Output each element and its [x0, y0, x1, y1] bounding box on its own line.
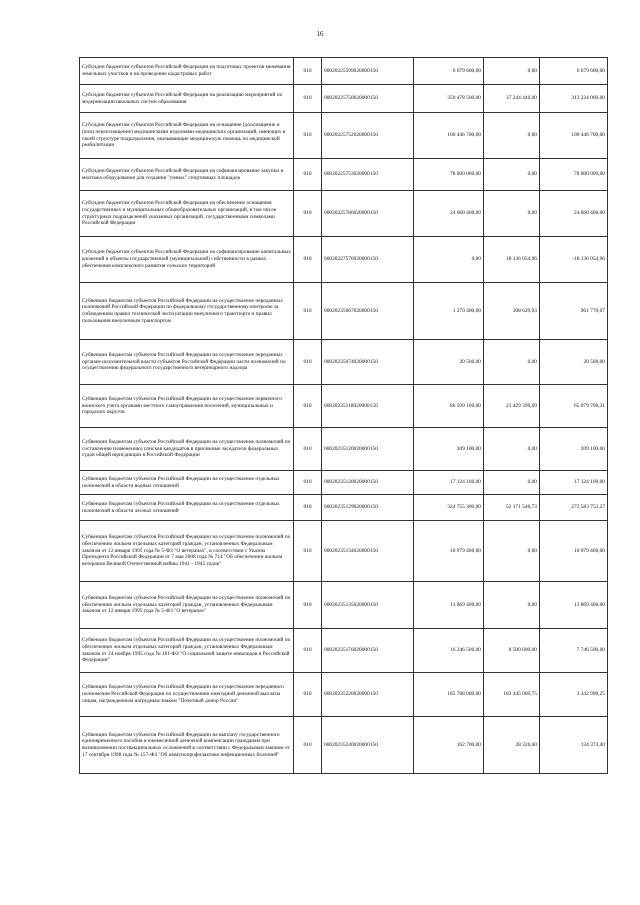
row-kbk-cell: 00020235176020000150 — [322, 629, 414, 673]
row-plan-cell: 20 500,00 — [414, 340, 484, 385]
row-code-cell: 010 — [294, 495, 322, 521]
row-plan-cell: 86 509 100,00 — [414, 385, 484, 428]
row-kbk-cell: 00020235129020000150 — [322, 495, 414, 521]
row-kbk-cell: 00020225599020000150 — [322, 58, 414, 85]
table-row — [80, 673, 608, 717]
row-code-cell: 010 — [294, 385, 322, 428]
row-rest-cell: 100 446 700,00 — [540, 113, 608, 159]
row-rest-cell: -18 136 054,96 — [540, 237, 608, 283]
row-code-cell: 010 — [294, 471, 322, 495]
budget-table — [79, 57, 608, 774]
row-code-cell: 010 — [294, 717, 322, 774]
row-name-cell: Субвенции бюджетам субъектов Российской Федерации на осуществление переданных органам исполнительной власти субъектов Российской Федерации части полномочий по осуществлению федерального государственного ветеринарного надзора — [80, 340, 294, 385]
row-exec-cell: 0,00 — [484, 159, 540, 191]
row-kbk-cell: 00020235134020000150 — [322, 521, 414, 582]
row-exec-cell: 0,00 — [484, 521, 540, 582]
row-rest-cell: 961 770,07 — [540, 283, 608, 340]
row-plan-cell: 162 700,00 — [414, 717, 484, 774]
row-name-cell: Субвенции бюджетам субъектов Российской Федерации на осуществление полномочий по обеспечению жильем отдельных категорий граждан, установленных Федеральным законом от 12 января 1995 года № 5-ФЗ "О ветеранах" — [80, 582, 294, 629]
row-plan-cell: 0,00 — [414, 237, 484, 283]
row-plan-cell: 17 124 100,00 — [414, 471, 484, 495]
row-rest-cell: 10 079 400,00 — [540, 521, 608, 582]
row-exec-cell: 182 445 009,75 — [484, 673, 540, 717]
table-row — [80, 113, 608, 159]
table-row — [80, 629, 608, 673]
row-name-cell: Субвенции бюджетам субъектов Российской Федерации на осуществление первичного воинского учета органами местного самоуправления поселений, муниципальных и городских округов — [80, 385, 294, 428]
row-exec-cell: 28 326,60 — [484, 717, 540, 774]
row-code-cell: 010 — [294, 629, 322, 673]
row-name-cell: Субвенции бюджетам субъектов Российской Федерации на осуществление полномочий по составлению (изменению) списков кандидатов в присяжные заседатели федеральных судов общей юрисдикции в Российской Федерации — [80, 428, 294, 471]
row-exec-cell: 52 171 546,73 — [484, 495, 540, 521]
row-kbk-cell: 00020235128020000150 — [322, 471, 414, 495]
table-row — [80, 85, 608, 113]
row-plan-cell: 185 788 000,00 — [414, 673, 484, 717]
row-rest-cell: 24 660 400,00 — [540, 191, 608, 237]
row-rest-cell: 7 746 500,00 — [540, 629, 608, 673]
row-name-cell: Субвенции бюджетам субъектов Российской Федерации на осуществление полномочий по обеспечению жильем отдельных категорий граждан, установленных Федеральным законом от 12 января 1995 года № 5-ФЗ "О ветеранах", в соответствии с Указом Президента Российской Федерации от 7 мая 2008 года № 714 "Об обеспечении жильем ветеранов Великой Отечественной войны 1941 - 1945 годов" — [80, 521, 294, 582]
row-plan-cell: 100 446 700,00 — [414, 113, 484, 159]
row-name-cell: Субвенции бюджетам субъектов Российской Федерации на осуществление полномочий по обеспечению жильем отдельных категорий граждан, установленных Федеральным законом от 24 ноября 1995 года № 181-ФЗ "О социальной защите инвалидов в Российской Федерации" — [80, 629, 294, 673]
row-exec-cell: 0,00 — [484, 582, 540, 629]
row-rest-cell: 209 100,00 — [540, 428, 608, 471]
row-kbk-cell: 00020235240020000150 — [322, 717, 414, 774]
table-row — [80, 58, 608, 85]
table-row — [80, 159, 608, 191]
row-plan-cell: 78 000 000,00 — [414, 159, 484, 191]
row-code-cell: 010 — [294, 582, 322, 629]
row-name-cell: Субсидии бюджетам субъектов Российской Федерации на обеспечение оснащения государственных и муниципальных общеобразовательных организаций, в том числе структурных подразделений указанных организаций, государственными символами Российской Федерации — [80, 191, 294, 237]
row-exec-cell: 0,00 — [484, 58, 540, 85]
row-code-cell: 010 — [294, 191, 322, 237]
row-code-cell: 010 — [294, 58, 322, 85]
row-name-cell: Субсидии бюджетам субъектов Российской Федерации на реализацию мероприятий по модернизации школьных систем образования — [80, 85, 294, 113]
row-name-cell: Субвенции бюджетам субъектов Российской Федерации на выплату государственного единовременного пособия и ежемесячной денежной компенсации гражданам при возникновении поствакцинальных осложнений в соответствии с Федеральным законом от 17 сентября 1998 года № 157-ФЗ "Об иммунопрофилактике инфекционных болезней" — [80, 717, 294, 774]
table-row — [80, 717, 608, 774]
row-name-cell: Субсидии бюджетам субъектов Российской Федерации на софинансирование закупки и монтажа оборудования для создания "умных" спортивных площадок — [80, 159, 294, 191]
row-plan-cell: 10 079 400,00 — [414, 521, 484, 582]
row-plan-cell: 324 755 300,00 — [414, 495, 484, 521]
row-exec-cell: 37 244 440,00 — [484, 85, 540, 113]
row-name-cell: Субвенции бюджетам субъектов Российской Федерации на осуществление отдельных полномочий в области водных отношений — [80, 471, 294, 495]
row-kbk-cell: 00020235135020000150 — [322, 582, 414, 629]
row-exec-cell: 308 629,93 — [484, 283, 540, 340]
row-exec-cell: 0,00 — [484, 191, 540, 237]
row-kbk-cell: 00020235067020000150 — [322, 283, 414, 340]
row-kbk-cell: 00020227576020000150 — [322, 237, 414, 283]
row-exec-cell: 0,00 — [484, 113, 540, 159]
row-rest-cell: 272 583 753,27 — [540, 495, 608, 521]
row-code-cell: 010 — [294, 113, 322, 159]
row-plan-cell: 24 660 400,00 — [414, 191, 484, 237]
row-kbk-cell: 00020235118020000150 — [322, 385, 414, 428]
table-row — [80, 340, 608, 385]
row-code-cell: 010 — [294, 85, 322, 113]
row-code-cell: 010 — [294, 283, 322, 340]
table-row — [80, 471, 608, 495]
row-plan-cell: 1 270 400,00 — [414, 283, 484, 340]
row-kbk-cell: 00020235120020000150 — [322, 428, 414, 471]
row-rest-cell: 20 500,00 — [540, 340, 608, 385]
row-name-cell: Субвенции бюджетам субъектов Российской Федерации на осуществление отдельных полномочий в области лесных отношений — [80, 495, 294, 521]
table-row — [80, 428, 608, 471]
row-rest-cell: 134 373,40 — [540, 717, 608, 774]
row-plan-cell: 16 246 500,00 — [414, 629, 484, 673]
row-plan-cell: 13 869 400,00 — [414, 582, 484, 629]
row-kbk-cell: 00020225753020000150 — [322, 159, 414, 191]
table-row — [80, 237, 608, 283]
row-exec-cell: 0,00 — [484, 471, 540, 495]
row-code-cell: 010 — [294, 673, 322, 717]
row-rest-cell: 13 869 400,00 — [540, 582, 608, 629]
row-name-cell: Субсидии бюджетам субъектов Российской Федерации на подготовку проектов межевания земельных участков и на проведение кадастровых работ — [80, 58, 294, 85]
table-row — [80, 582, 608, 629]
row-exec-cell: 0,00 — [484, 428, 540, 471]
table-row — [80, 385, 608, 428]
row-rest-cell: 3 342 990,25 — [540, 673, 608, 717]
row-kbk-cell: 00020225750020000150 — [322, 85, 414, 113]
row-code-cell: 010 — [294, 340, 322, 385]
row-exec-cell: 8 500 000,00 — [484, 629, 540, 673]
table-row — [80, 495, 608, 521]
table-row — [80, 191, 608, 237]
row-rest-cell: 17 124 100,00 — [540, 471, 608, 495]
row-exec-cell: 18 136 054,96 — [484, 237, 540, 283]
row-name-cell: Субсидии бюджетам субъектов Российской Федерации на оснащение (дооснащение и (или) переоснащение) медицинскими изделиями медицинских организаций, имеющих в своей структуре подразделения, оказывающие медицинскую помощь по медицинской реабилитации — [80, 113, 294, 159]
row-kbk-cell: 00020235074020000150 — [322, 340, 414, 385]
table-body — [80, 58, 608, 774]
row-rest-cell: 78 000 000,00 — [540, 159, 608, 191]
row-code-cell: 010 — [294, 428, 322, 471]
row-exec-cell: 0,00 — [484, 340, 540, 385]
row-plan-cell: 350 478 500,00 — [414, 85, 484, 113]
row-name-cell: Субсидии бюджетам субъектов Российской Федерации на софинансирование капитальных вложений в объекты государственной (муниципальной) собственности в рамках обеспечения комплексного развития сельских территорий — [80, 237, 294, 283]
row-kbk-cell: 00020225786020000150 — [322, 191, 414, 237]
page-number: 16 — [316, 30, 324, 38]
row-code-cell: 010 — [294, 521, 322, 582]
row-code-cell: 010 — [294, 159, 322, 191]
row-rest-cell: 313 234 060,00 — [540, 85, 608, 113]
table-row — [80, 521, 608, 582]
row-kbk-cell: 00020225752020000150 — [322, 113, 414, 159]
row-rest-cell: 6 679 600,00 — [540, 58, 608, 85]
row-code-cell: 010 — [294, 237, 322, 283]
row-rest-cell: 65 079 700,31 — [540, 385, 608, 428]
table-row — [80, 283, 608, 340]
row-kbk-cell: 00020235220020000150 — [322, 673, 414, 717]
row-name-cell: Субвенции бюджетам субъектов Российской Федерации на осуществление переданных полномочий Российской Федерации по федеральному государственному контролю за соблюдением правил технической эксплуатации внеуличного транспорта и правил пользования внеуличным транспортом — [80, 283, 294, 340]
row-name-cell: Субвенции бюджетам субъектов Российской Федерации на осуществление переданного полномочия Российской Федерации по осуществлению ежегодной денежной выплаты лицам, награжденным нагрудным знаком "Почетный донор России" — [80, 673, 294, 717]
row-plan-cell: 209 100,00 — [414, 428, 484, 471]
row-plan-cell: 6 679 600,00 — [414, 58, 484, 85]
row-exec-cell: 21 429 399,69 — [484, 385, 540, 428]
